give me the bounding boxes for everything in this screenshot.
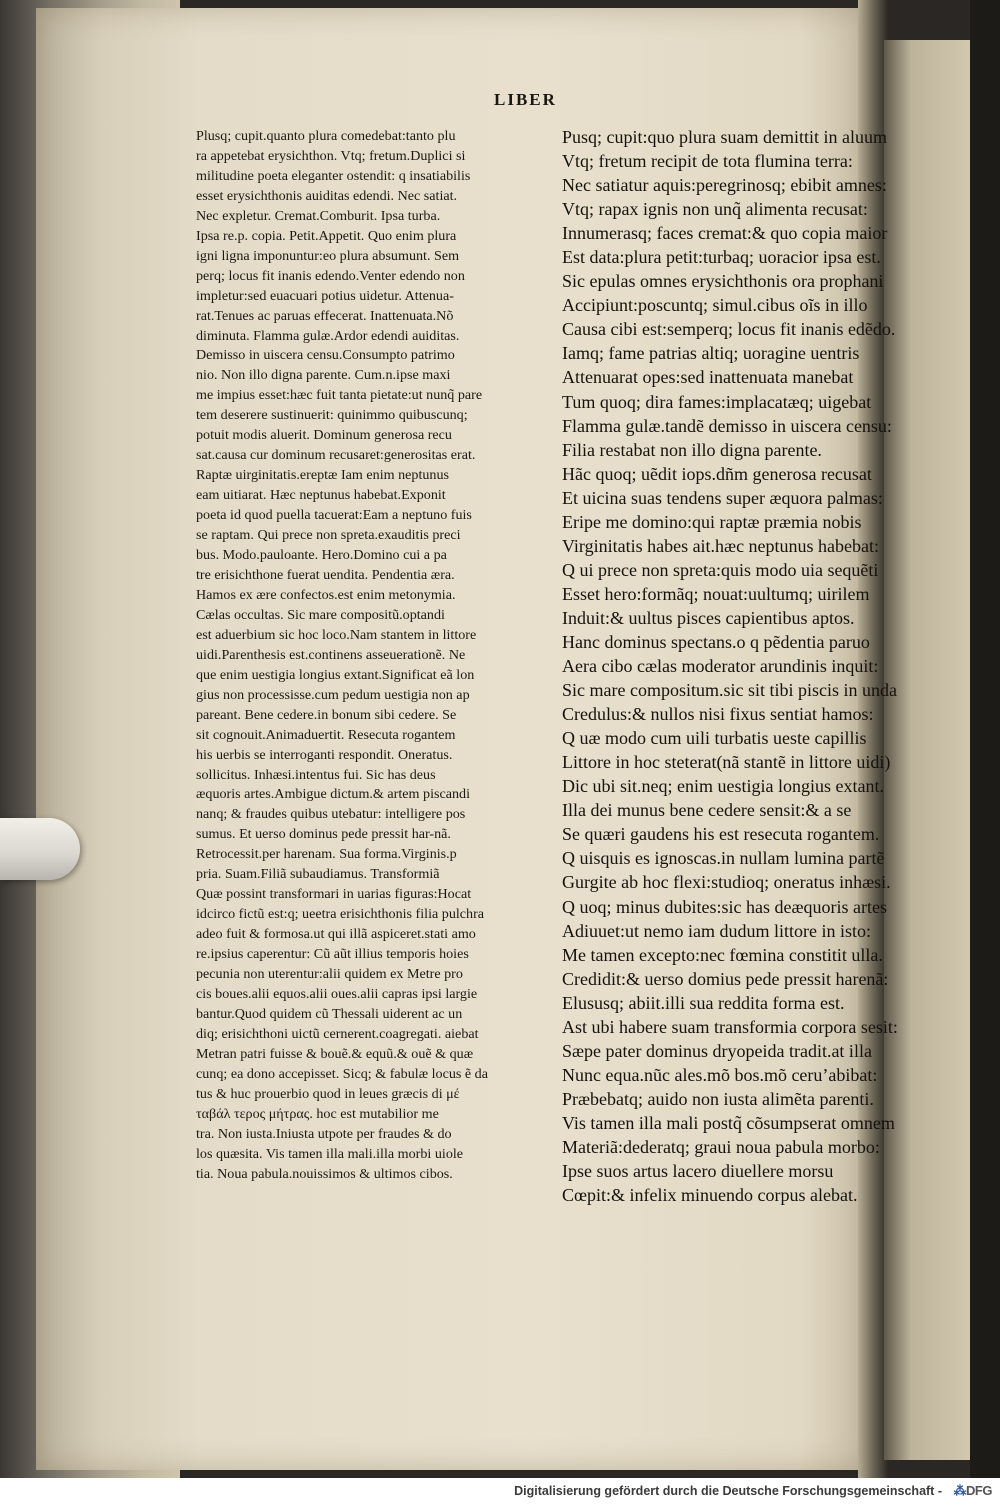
commentary-line: impletur:sed euacuari potius uidetur. Attenua- (196, 287, 454, 304)
verse-line: Q ui prece non spreta:quis modo uia sequẽti (562, 559, 879, 580)
commentary-line: militudine poeta eleganter ostendit: q insatiabilis (196, 167, 471, 184)
commentary-line: idcirco fictũ est:q; ueetra erisichthonis filia pulchra (196, 906, 485, 923)
commentary-line: Raptæ uirginitatis.ereptæ Iam enim neptunus (196, 467, 449, 484)
commentary-line: sit cognouit.Animaduertit. Resecuta rogantem (196, 726, 456, 743)
commentary-line: Ipsa re.p. copia. Petit.Appetit. Quo enim plura (196, 227, 457, 244)
verse-line: Iamq; fame patrias altiq; uoragine uentris (562, 343, 860, 364)
verse-line: Elususq; abiit.illi sua reddita forma est. (562, 992, 845, 1013)
verse-line: Aera cibo cælas moderator arundinis inquit: (562, 656, 879, 677)
commentary-line: bantur.Quod quidem cũ Thessali uiderent ac un (196, 1005, 463, 1022)
verse-line: Me tamen excepto:nec fœmina constitit ulla. (562, 944, 883, 965)
verse-line: Se quæri gaudens his est resecuta rogantem. (562, 824, 880, 845)
verse-line: Sic epulas omnes erysichthonis ora prophani (562, 271, 884, 292)
book-edge-dark (970, 0, 1000, 1478)
commentary-line: re.ipsius caperentur: Cũ aũt illius temporis hoies (196, 946, 469, 963)
funding-credit: Digitalisierung gefördert durch die Deutsche Forschungsgemeinschaft - (514, 1484, 942, 1498)
verse-line: Cœpit:& infelix minuendo corpus alebat. (562, 1185, 858, 1206)
verse-line: Nec satiatur aquis:peregrinosq; ebibit amnes: (562, 175, 887, 196)
commentary-line: tra. Non iusta.Iniusta utpote per fraudes & do (196, 1125, 452, 1142)
verse-line: Credulus:& nullos nisi fixus sentiat hamos: (562, 704, 874, 725)
verse-line: Q uisquis es ignoscas.in nullam lumina partẽ (562, 848, 885, 869)
commentary-line: que enim uestigia longius extant.Significat eã lon (196, 666, 475, 683)
commentary-column (196, 127, 536, 1185)
commentary-line: nio. Non illo digna parente. Cum.n.ipse maxi (196, 367, 451, 384)
verse-line: Præbebatq; auido non iusta alimẽta parenti. (562, 1088, 874, 1109)
verse-line: Ast ubi habere suam transformia corpora sesit: (562, 1016, 898, 1037)
verse-line: Q uæ modo cum uili turbatis ueste capillis (562, 728, 867, 749)
verse-line: Sic mare compositum.sic sit tibi piscis in unda (562, 680, 897, 701)
commentary-line: poeta id quod puella tacuerat:Eam a neptuno fuis (196, 507, 472, 524)
verse-line: Est data:plura petit:turbaq; uoracior ipsa est. (562, 247, 881, 268)
commentary-line: Hamos ex ære confectos.est enim metonymia. (196, 586, 456, 603)
verse-line: Gurgite ab hoc flexi:studioq; oneratus inhæsi. (562, 872, 891, 893)
commentary-line: perq; locus fit inanis edendo.Venter edendo non (196, 267, 465, 284)
commentary-line: Retrocessit.per harenam. Sua forma.Virginis.p (196, 846, 457, 863)
commentary-line: cunq; ea dono accepisset. Sicq; & fabulæ locus ẽ da (196, 1065, 488, 1082)
verse-line: Hanc dominus spectans.o q pẽdentia paruo (562, 631, 870, 652)
verse-line: Hãc quoq; uẽdit iops.dñm generosa recusat (562, 463, 872, 484)
commentary-line: diq; erisichthoni uictũ cernerent.coagregati. aiebat (196, 1025, 479, 1042)
verse-line: Pusq; cupit:quo plura suam demittit in aluum (562, 127, 887, 147)
commentary-line: diminuta. Flamma gulæ.Ardor edendi auiditas. (196, 327, 460, 344)
dfg-logo-icon: ⁂ (953, 1483, 967, 1498)
verse-line: Attenuarat opes:sed inattenuata manebat (562, 367, 854, 388)
commentary-line: nanq; & fraudes quibus utebatur: intelligere pos (196, 806, 466, 823)
verse-column (562, 125, 942, 1207)
verse-line: Tum quoq; dira fames:implacatæq; uigebat (562, 391, 872, 412)
verse-line: Materiã:dederatq; graui noua pabula morbo: (562, 1136, 880, 1157)
commentary-line: Nec expletur. Cremat.Comburit. Ipsa turba. (196, 207, 441, 224)
commentary-line: tia. Noua pabula.nouissimos & ultimos cibos. (196, 1165, 453, 1182)
commentary-line: ταβάλ τερος μήτρας. hoc est mutabilior me (196, 1105, 439, 1122)
verse-line: Et uicina suas tendens super æquora palmas: (562, 487, 883, 508)
verse-line: Nunc equa.nũc ales.mõ bos.mõ ceruʼabibat: (562, 1064, 878, 1085)
verse-line: Flamma gulæ.tandẽ demisso in uiscera censu: (562, 415, 892, 436)
commentary-line: tus & huc prouerbio quod in leues græcis di μέ (196, 1085, 460, 1102)
verse-line: Virginitatis habes ait.hæc neptunus habebat: (562, 535, 880, 556)
commentary-line: est aduerbium sic hoc loco.Nam stantem in littore (196, 626, 477, 643)
commentary-line: æquoris artes.Ambigue dictum.& artem piscandi (196, 786, 470, 803)
page-holder-strap (0, 818, 80, 880)
commentary-line: esset erysichthonis auiditas edendi. Nec satiat. (196, 187, 458, 204)
verse-line: Dic ubi sit.neq; enim uestigia longius extant. (562, 776, 884, 797)
commentary-line: tre erisichthone fuerat uendita. Pendentia æra. (196, 566, 455, 583)
verse-line: Adiuuet:ut nemo iam dudum littore in isto: (562, 920, 871, 941)
commentary-line: Quæ possint transformari in uarias figuras:Hocat (196, 886, 472, 903)
footer-bar (0, 1478, 1000, 1507)
commentary-line: tem deserere sustinuerit: quinimmo quibuscunq; (196, 407, 468, 424)
dfg-logo (954, 1483, 992, 1499)
commentary-line: igni ligna imponuntur:eo plura absumunt. Sem (196, 247, 460, 264)
commentary-line: Demisso in uiscera censu.Consumpto patrimo (196, 347, 455, 364)
commentary-line: sat.causa cur dominum recusaret:generositas erat. (196, 447, 476, 464)
commentary-line: Metran patri fuisse & bouẽ.& equũ.& ouẽ & quæ (196, 1045, 474, 1062)
verse-line: Vtq; fretum recipit de tota flumina terra: (562, 151, 853, 172)
verse-line: Vis tamen illa mali postq̃ cõsumpserat omnem (562, 1112, 895, 1133)
commentary-line: sollicitus. Inhæsi.intentus fui. Sic has deus (196, 766, 436, 783)
verse-line: Illa dei munus bene cedere sensit:& a se (562, 800, 852, 821)
commentary-line: eam uitiarat. Hæc neptunus habebat.Exponit (196, 487, 446, 504)
commentary-line: his uerbis se interroganti respondit. Oneratus. (196, 746, 453, 763)
verse-line: Littore in hoc steterat(nã stantẽ in littore uidi) (562, 752, 891, 773)
verse-line: Ipse suos artus lacero diuellere morsu (562, 1161, 834, 1182)
verse-line: Innumerasq; faces cremat:& quo copia maior (562, 223, 888, 244)
verse-line: Credidit:& uerso domius pede pressit harenã: (562, 968, 889, 989)
commentary-line: pareant. Bene cedere.in bonum sibi cedere. Se (196, 706, 457, 723)
verse-line: Filia restabat non illo digna parente. (562, 439, 822, 460)
commentary-line: gius non processisse.cum pedum uestigia non ap (196, 686, 470, 703)
commentary-line: potuit modis aluerit. Dominum generosa recu (196, 427, 452, 444)
verse-line: Eripe me domino:qui raptæ præmia nobis (562, 511, 862, 532)
commentary-line: cis boues.alii equos.alii oues.alii capras ipsi largie (196, 985, 478, 1002)
commentary-line: bus. Modo.pauloante. Hero.Domino cui a pa (196, 547, 447, 564)
commentary-line: pria. Suam.Filiã subaudiamus. Transformiã (196, 866, 440, 883)
verse-line: Causa cibi est:semperq; locus fit inanis edẽdo. (562, 319, 896, 340)
verse-line: Induit:& uultus pisces capientibus aptos. (562, 607, 855, 628)
commentary-line: ra appetebat erysichthon. Vtq; fretum.Duplici si (196, 147, 466, 164)
commentary-line: sumus. Et uerso dominus pede pressit har-nã. (196, 826, 451, 843)
commentary-line: Cælas occultas. Sic mare compositũ.optandi (196, 606, 445, 623)
commentary-line: uidi.Parenthesis est.continens asseuerationẽ. Ne (196, 646, 466, 663)
running-head: LIBER (494, 90, 557, 109)
commentary-line: rat.Tenues ac paruas effecerat. Inattenuata.Nõ (196, 307, 454, 324)
commentary-line: Plusq; cupit.quanto plura comedebat:tanto plu (196, 128, 456, 144)
verse-line: Esset hero:formãq; nouat:uultumq; uirilem (562, 583, 870, 604)
verse-line: Q uoq; minus dubites:sic has deæquoris artes (562, 896, 887, 917)
verse-line: Vtq; rapax ignis non unq̃ alimenta recusat: (562, 199, 868, 220)
commentary-line: me impius esset:hæc fuit tanta pietate:ut nunq̃ pare (196, 387, 483, 404)
verse-line: Accipiunt:poscuntq; simul.cibus oĩs in illo (562, 295, 868, 316)
commentary-line: pecunia non uterentur:alii quidem ex Metre pro (196, 966, 463, 983)
verse-line: Sæpe pater dominus dryopeida tradit.at illa (562, 1040, 872, 1061)
commentary-line: adeo fuit & formosa.ut qui illã aspiceret.stati amo (196, 926, 476, 943)
commentary-line: se raptam. Qui prece non spreta.exauditis preci (196, 527, 461, 544)
commentary-line: los quæsita. Vis tamen illa mali.illa morbi uiole (196, 1145, 464, 1162)
dfg-logo-text: DFG (966, 1483, 992, 1498)
